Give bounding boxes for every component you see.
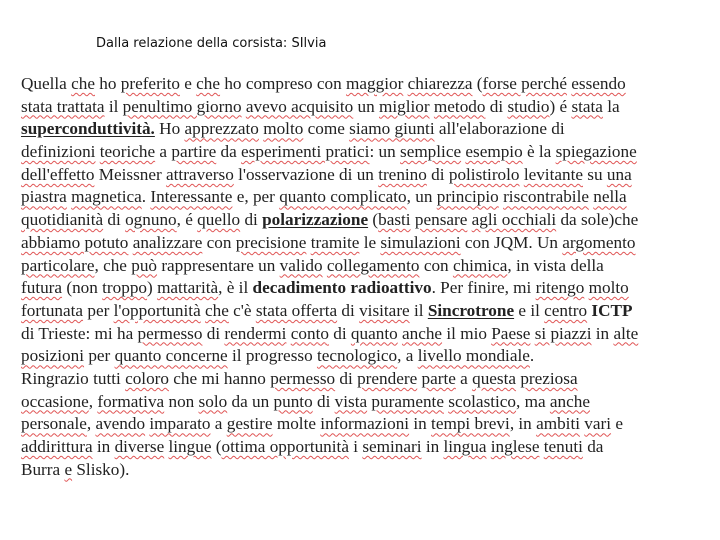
flagged-word: avendo [95,414,146,434]
text-run: . [529,346,535,366]
text-run: , è il [218,278,253,298]
text-run: da un [227,391,274,411]
flagged-word: diverse [114,437,165,456]
flagged-word: che [196,74,221,93]
flagged-word: ognuno [125,210,177,230]
flagged-word: l'opportunità [113,300,201,320]
text-run: la [602,96,620,116]
flagged-word: tenuti [543,437,583,456]
text-run: di [202,323,225,343]
text-run: , in vista della [507,255,604,275]
text-run: e, per [232,187,280,207]
flagged-word: scolastico [448,391,517,411]
flagged-word: mattarità [157,278,219,298]
flagged-word: teoriche [99,142,156,162]
text-run: l'osservazione di un [233,164,379,184]
flagged-word: nella [593,187,627,207]
flagged-word: vari [584,414,612,434]
text-run: Ringrazio tutti [21,368,126,388]
text-run: . Per finire, mi [431,278,536,298]
flagged-word: principio [436,187,499,207]
caption-title: Dalla relazione della corsista: SIlvia [96,36,327,51]
text-run: : un [369,142,400,162]
text-run: ) é [549,96,572,116]
flagged-word: basti [378,210,411,230]
bold-term: decadimento radioattivo [252,278,432,298]
text-run: di [335,368,358,388]
flagged-word: dell'effetto [21,164,95,184]
text-run: ( [368,210,379,230]
flagged-word: rendermi [224,323,287,343]
text-run: e [611,414,623,434]
text-run: , [88,391,98,411]
bold-term: Sincrotrone [427,300,515,320]
bold-term: superconduttività. [21,119,155,139]
text-run: Burra [21,459,65,479]
text-line [21,232,711,255]
text-run: da [582,437,604,456]
text-run: su [583,164,607,184]
text-run: il [409,300,428,320]
text-run: a [210,414,227,434]
flagged-word: vista [334,391,368,411]
text-line [21,413,711,436]
flagged-word: alte [613,323,639,343]
text-run: il [104,96,123,116]
text-line [21,459,711,482]
text-run: con [419,255,453,275]
text-run: ( [211,437,222,456]
flagged-word: preziosa [520,368,578,388]
flagged-word: lingue [168,437,212,456]
flagged-word: e [64,459,73,479]
text-run: non [164,391,199,411]
flagged-word: ottima opportunità [221,437,349,456]
text-run: , é [176,210,198,230]
flagged-word: quanto complicato [279,187,407,207]
flagged-word: stata [571,96,603,116]
flagged-word: polistirolo [448,164,520,184]
flagged-word: miglior [379,96,430,116]
flagged-word: tramite [310,232,360,252]
flagged-word: Paese [491,323,531,343]
text-run: , a [397,346,418,366]
flagged-word: esempio [465,142,523,162]
flagged-word: chiarezza [407,74,473,93]
flagged-word: molto [263,119,304,139]
text-run: il progresso [227,346,317,366]
flagged-word: precisione [235,232,307,252]
flagged-word: essendo [571,74,626,93]
flagged-word: valido [279,255,323,275]
text-line [21,73,711,96]
flagged-word: semplice [400,142,462,162]
text-run: c'è [228,300,256,320]
text-run: di [485,96,508,116]
flagged-word: ritengo [535,278,585,298]
flagged-word: agli occhiali [471,210,557,230]
flagged-word: magnetica [71,187,142,207]
text-run: Meissner [94,164,167,184]
flagged-word: Interessante [150,187,233,207]
flagged-word: piastra [21,187,67,207]
text-run: molte [272,414,321,434]
flagged-word: futura [21,278,63,298]
flagged-word: anche [401,323,443,343]
flagged-word: troppo [102,278,148,298]
text-run: ho [94,74,121,93]
bold-term: polarizzazione [262,210,369,230]
flagged-word: quanto concerne [114,346,228,366]
text-run: di [426,164,449,184]
flagged-word: occasione [21,391,89,411]
flagged-word: fortunata [21,300,84,320]
text-run: di [328,323,351,343]
text-run: di [240,210,263,230]
flagged-word: conto [290,323,329,343]
report-text [21,73,711,481]
text-line [21,277,711,300]
flagged-word: quello [197,210,241,230]
flagged-word: questa [472,368,517,388]
flagged-word: seminari [362,437,422,456]
flagged-word: forse perché [482,74,567,93]
flagged-word: posizioni [21,346,85,366]
text-run: e [179,74,197,93]
text-run: un [353,96,380,116]
bold-term: ICTP [591,300,633,320]
flagged-word: particolare [21,255,95,275]
text-line [21,345,711,368]
flagged-word: addirittura [21,437,93,456]
flagged-word: gestire [226,414,273,434]
text-run: in [92,437,115,456]
text-run: Slisko). [72,459,130,479]
text-run: per [84,346,115,366]
flagged-word: tecnologico [316,346,398,366]
text-run: il mio [442,323,492,343]
text-line [21,118,711,141]
flagged-word: che [71,74,95,93]
text-run: come [303,119,350,139]
flagged-word: permesso [137,323,203,343]
text-run: con JQM. Un [460,232,563,252]
text-run: di [337,300,360,320]
flagged-word: maggior [346,74,404,93]
text-run: , [86,414,96,434]
flagged-word: coloro [125,368,169,388]
text-run: da [216,142,242,162]
text-run: con [202,232,236,252]
text-run: , in [509,414,537,434]
flagged-word: informazioni [320,414,410,434]
text-run: di Trieste: mi ha [21,323,138,343]
flagged-word: permesso [270,368,336,388]
flagged-word: può [131,255,158,275]
text-run: le [359,232,381,252]
flagged-word: inglese [490,437,540,456]
flagged-word: preferito [120,74,180,93]
flagged-word: puramente [371,391,444,411]
text-run: i [348,437,363,456]
flagged-word: penultimo giorno [122,96,242,116]
flagged-word: prendere [357,368,418,388]
text-line [21,300,711,323]
flagged-word: livello mondiale [417,346,530,366]
flagged-word: anche [549,391,590,411]
flagged-word: riscontrabile [503,187,589,207]
flagged-word: formativa [97,391,165,411]
flagged-word: avevo acquisito [245,96,354,116]
flagged-word: definizioni [21,142,96,162]
flagged-word: collegamento [326,255,420,275]
flagged-word: punto [273,391,313,411]
text-run: ) [147,278,158,298]
flagged-word: centro [544,300,588,320]
text-run: (non [62,278,103,298]
text-run: per [83,300,114,320]
flagged-word: stata offerta [255,300,338,320]
text-line [21,164,711,187]
flagged-word: metodo [433,96,486,116]
text-run: in [421,437,444,456]
text-line [21,368,711,391]
text-run: all'elaborazione di [434,119,565,139]
flagged-word: esperimenti pratici [241,142,370,162]
text-line [21,141,711,164]
flagged-word: visitare [359,300,410,320]
flagged-word: simulazioni [380,232,461,252]
flagged-word: abbiamo potuto [21,232,129,252]
flagged-word: personale [21,414,87,434]
text-run: , ma [516,391,550,411]
flagged-word: imparato [149,414,211,434]
text-run: da sole)che [556,210,639,230]
text-run: . [141,187,151,207]
flagged-word: partire [171,142,217,162]
text-run: a [455,368,473,388]
text-run: Ho [154,119,185,139]
text-run: a [155,142,172,162]
flagged-word: siamo giunti [349,119,435,139]
flagged-word: levitante [523,164,583,184]
flagged-word: spiegazione [555,142,637,162]
flagged-word: apprezzato [184,119,259,139]
text-run: e il [514,300,545,320]
text-run: , un [406,187,437,207]
flagged-word: tempi brevi [431,414,510,434]
flagged-word: solo [198,391,228,411]
flagged-word: argomento [562,232,636,252]
text-run: in [591,323,614,343]
text-line [21,186,711,209]
text-line [21,209,711,232]
text-run: Quella [21,74,72,93]
flagged-word: che [205,300,229,320]
text-run: è la [522,142,556,162]
flagged-word: analizzare [132,232,203,252]
text-run: che mi hanno [169,368,271,388]
text-run: rappresentare un [157,255,280,275]
text-run: di [312,391,335,411]
text-run: , che [94,255,132,275]
flagged-word: si piazzi [534,323,592,343]
flagged-word: stata trattata [21,96,105,116]
flagged-word: studio [507,96,550,116]
text-line [21,391,711,414]
flagged-word: trenino [378,164,427,184]
text-line [21,323,711,346]
flagged-word: parte [421,368,456,388]
text-run: ( [472,74,483,93]
flagged-word: chimica [452,255,508,275]
flagged-word: quotidianità [21,210,104,230]
text-run: ho compreso con [220,74,347,93]
flagged-word: attraverso [166,164,234,184]
flagged-word: quanto [350,323,398,343]
flagged-word: pensare [414,210,468,230]
text-line [21,96,711,119]
text-line [21,436,711,459]
flagged-word: molto [588,278,629,298]
flagged-word: lingua [443,437,487,456]
text-run: di [103,210,126,230]
text-run: in [409,414,432,434]
flagged-word: una [606,164,632,184]
flagged-word: ambiti [536,414,580,434]
text-line [21,255,711,278]
